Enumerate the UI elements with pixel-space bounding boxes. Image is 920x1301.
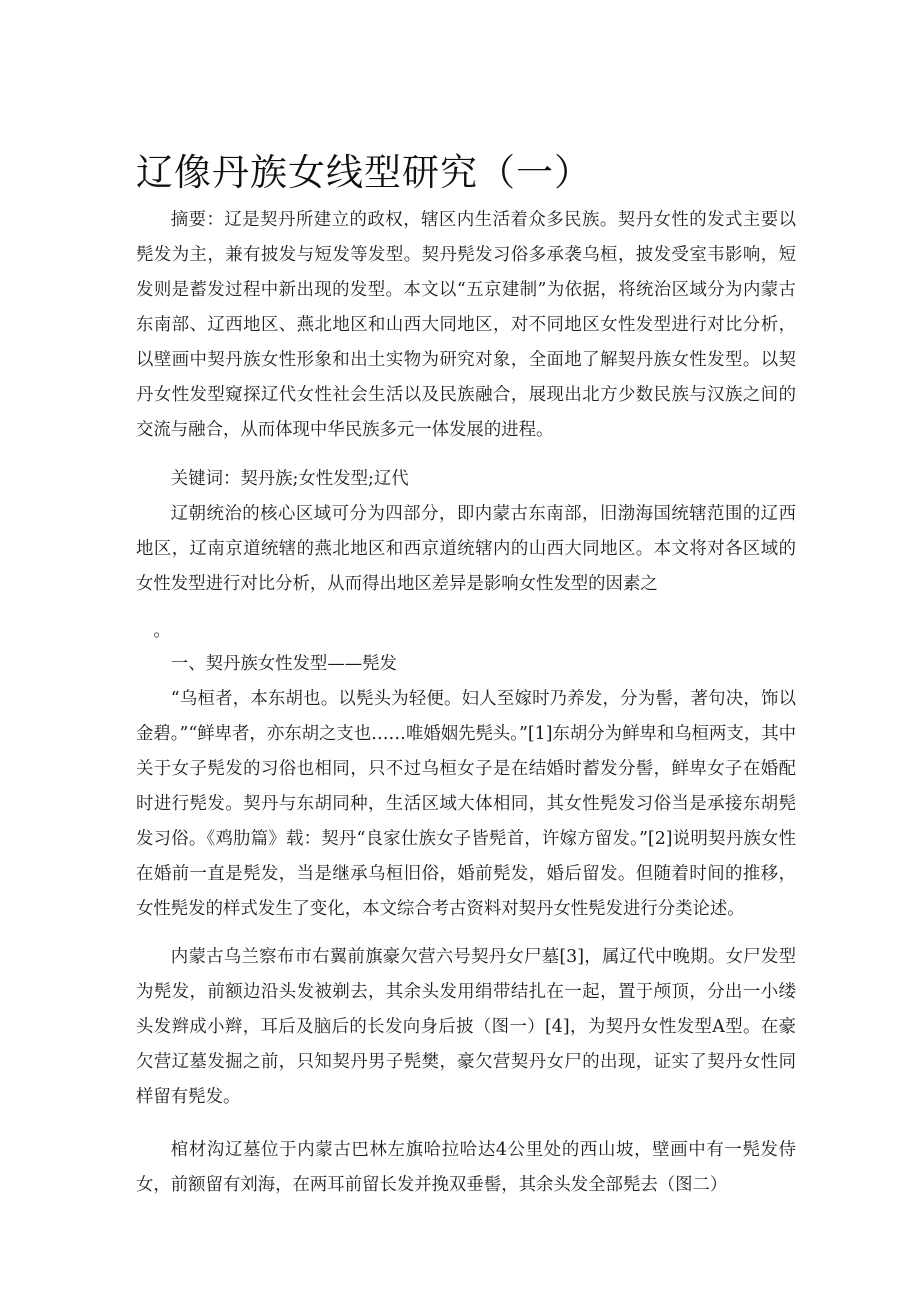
intro-end-punctuation: 。 [153, 621, 171, 641]
keywords-line: 关键词：契丹族;女性发型;辽代 [170, 469, 409, 489]
guancaigou-paragraph: 棺材沟辽墓位于内蒙古巴林左旗哈拉哈达4公里处的西山坡，壁画中有一髡发侍女，前额留有刘海，在两耳前留长发并挽双垂髻，其余头发全部髡去（图二） [136, 1140, 796, 1195]
intro-paragraph: 辽朝统治的核心区域可分为四部分，即内蒙古东南部，旧渤海国统辖范围的辽西地区，辽南京道统辖的燕北地区和西京道统辖内的山西大同地区。本文将对各区域的女性发型进行对比分析，从而得出地区差异是影响女性发型的因素之 [136, 504, 796, 594]
quotes-paragraph: “乌桓者，本东胡也。以髡头为轻便。妇人至嫁时乃养发，分为髻，著句决，饰以金碧。”“鲜卑者，亦东胡之支也……唯婚姻先髡头。”[1]东胡分为鲜卑和乌桓两支，其中关于女子髡发的习俗也相同，只不过乌桓女子是在结婚时蓄发分髻，鲜卑女子在婚配时进行髡发。契丹与东胡同种，生活区域大体相同，其女性髡发习俗当是承接东胡髡发习俗。《鸡肋篇》载：契丹“良家仕族女子皆髡首，许嫁方留发。”[2]说明契丹族女性在婚前一直是髡发，当是继承乌桓旧俗，婚前髡发，婚后留发。但随着时间的推移，女性髡发的样式发生了变化，本文综合考古资料对契丹女性髡发进行分类论述。 [136, 689, 796, 919]
document-title: 辽像丹族女线型研究（一） [136, 151, 592, 194]
abstract-paragraph: 摘要：辽是契丹所建立的政权，辖区内生活着众多民族。契丹女性的发式主要以髡发为主，兼有披发与短发等发型。契丹髡发习俗多承袭乌桓，披发受室韦影响，短发则是蓄发过程中新出现的发型。本文以“五京建制”为依据，将统治区域分为内蒙古东南部、辽西地区、燕北地区和山西大同地区，对不同地区女性发型进行对比分析，以壁画中契丹族女性形象和出土实物为研究对象，全面地了解契丹族女性发型。以契丹女性发型窥探辽代女性社会生活以及民族融合，展现出北方少数民族与汉族之间的交流与融合，从而体现中华民族多元一体发展的进程。 [136, 210, 796, 440]
haoqianying-paragraph: 内蒙古乌兰察布市右翼前旗豪欠营六号契丹女尸墓[3]，属辽代中晚期。女尸发型为髡发，前额边沿头发被剃去，其余头发用绢带结扎在一起，置于颅顶，分出一小缕头发辫成小辫，耳后及脑后的长发向身后披（图一）[4]，为契丹女性发型A型。在豪欠营辽墓发掘之前，只知契丹男子髡樊，豪欠营契丹女尸的出现，证实了契丹女性同样留有髡发。 [136, 947, 796, 1107]
section-heading: 一、契丹族女性发型——髡发 [170, 654, 397, 674]
